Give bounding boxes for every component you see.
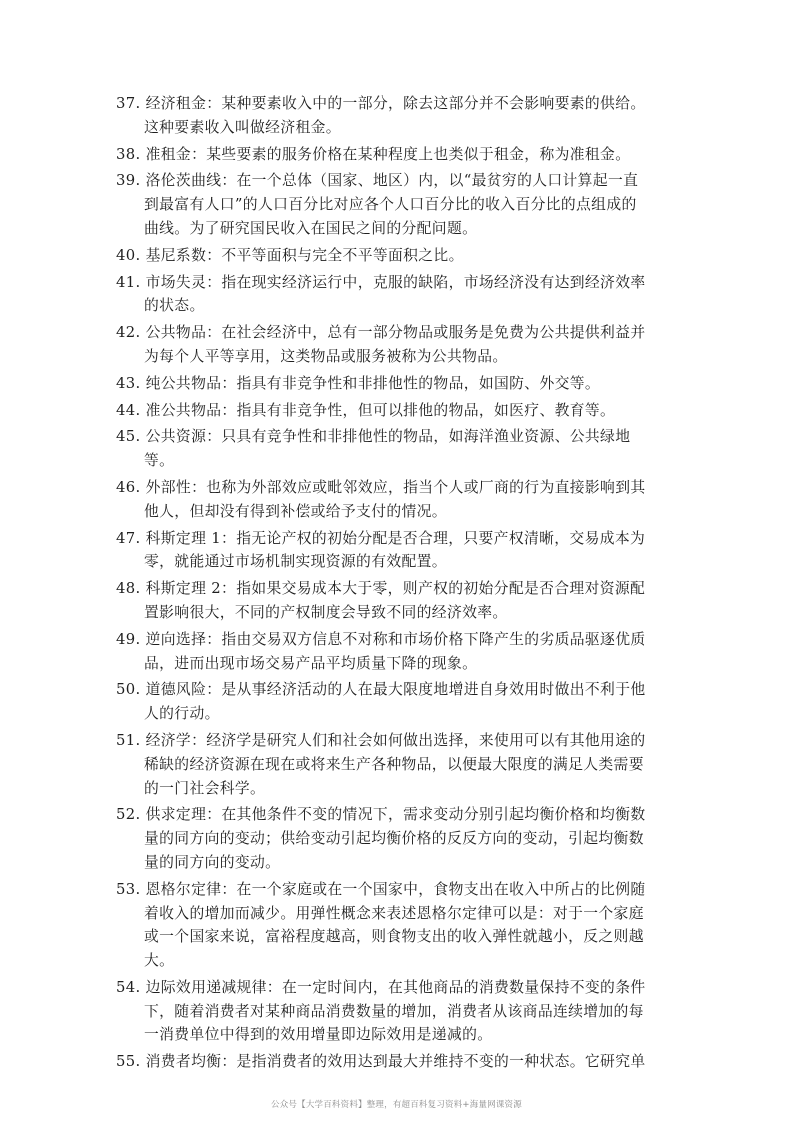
entry-continuation-line: 一消费单位中得到的效用增量即边际效用是递减的。 [144,1026,493,1044]
entry-first-line: 40. 基尼系数：不平等面积与完全不平等面积之比。 [116,246,464,264]
entry-first-line: 46. 外部性：也称为外部效应或毗邻效应，指当个人或厂商的行为直接影响到其 [116,478,646,496]
glossary-entry [116,143,682,167]
entry-first-line: 55. 消费者均衡：是指消费者的效用达到最大并维持不变的一种状态。它研究单 [116,1053,646,1071]
glossary-entry [116,803,682,874]
footer-note: 公众号【大学百科资料】整理，有超百科复习资料+海量网课资源 [271,1100,522,1110]
entry-first-line: 44. 准公共物品：指具有非竞争性，但可以排他的物品，如医疗、教育等。 [116,401,616,419]
entry-continuation-line: 这种要素收入叫做经济租金。 [144,118,341,136]
entry-continuation-line: 为每个人平等享用，这类物品或服务被称为公共物品。 [144,347,508,365]
entry-continuation-line: 量的同方向的变动。 [144,853,281,871]
entry-first-line: 37. 经济租金：某种要素收入中的一部分，除去这部分并不会影响要素的供给。 [116,95,646,112]
glossary-entry [116,372,682,396]
glossary-entry [116,1050,682,1074]
entry-first-line: 41. 市场失灵：指在现实经济运行中，克服的缺陷，市场经济没有达到经济效率 [116,273,646,291]
entry-continuation-line: 人的行动。 [144,705,220,723]
entry-continuation-line: 大。 [144,952,175,970]
entry-first-line: 50. 道德风险：是从事经济活动的人在最大限度地增进自身效用时做出不利于他 [116,681,646,699]
entry-first-line: 43. 纯公共物品：指具有非竞争性和非排他性的物品，如国防、外交等。 [116,374,601,392]
entry-continuation-line: 零，就能通过市场机制实现资源的有效配置。 [144,553,447,571]
glossary-entry [116,976,682,1047]
glossary-entry [116,399,682,423]
glossary-entry [116,476,682,524]
entry-continuation-line: 着收入的增加而减少。用弹性概念来表述恩格尔定律可以是：对于一个家庭 [144,904,644,922]
glossary-entry [116,729,682,800]
glossary-entry [116,577,682,625]
entry-first-line: 53. 恩格尔定律：在一个家庭或在一个国家中，食物支出在收入中所占的比例随 [116,880,646,898]
glossary-entry [116,678,682,726]
entry-continuation-line: 等。 [144,452,175,470]
entry-continuation-line: 置影响很大，不同的产权制度会导致不同的经济效率。 [144,603,508,621]
entry-first-line: 48. 科斯定理 2：指如果交易成本大于零，则产权的初始分配是否合理对资源配 [116,580,646,598]
entry-continuation-line: 他人，但却没有得到补偿或给予支付的情况。 [144,502,447,520]
entry-first-line: 38. 准租金：某些要素的服务价格在某种程度上也类似于租金，称为准租金。 [116,145,631,163]
entry-continuation-line: 的一门社会科学。 [144,779,266,797]
entry-continuation-line: 品，进而出现市场交易产品平均质量下降的现象。 [144,654,478,672]
entry-first-line: 49. 逆向选择：指由交易双方信息不对称和市场价格下降产生的劣质品驱逐优质 [116,630,646,648]
glossary-entry [116,878,682,973]
entry-first-line: 47. 科斯定理 1：指无论产权的初始分配是否合理，只要产权清晰，交易成本为 [116,529,646,547]
entry-continuation-line: 到最富有人口”的人口百分比对应各个人口百分比的收入百分比的点组成的 [144,196,637,214]
entry-continuation-line: 的状态。 [144,297,205,315]
entry-continuation-line: 下，随着消费者对某种商品消费数量的增加，消费者从该商品连续增加的每 [144,1002,644,1020]
glossary-entry [116,271,682,319]
entry-first-line: 51. 经济学：经济学是研究人们和社会如何做出选择，来使用可以有其他用途的 [116,731,646,749]
entry-first-line: 45. 公共资源：只具有竞争性和非排他性的物品，如海洋渔业资源、公共绿地 [116,428,631,446]
glossary-entry [116,527,682,575]
entry-continuation-line: 量的同方向的变动；供给变动引起均衡价格的反反方向的变动，引起均衡数 [144,830,644,848]
entry-first-line: 54. 边际效用递减规律：在一定时间内，在其他商品的消费数量保持不变的条件 [116,978,646,996]
glossary-entry [116,321,682,369]
entry-continuation-line: 稀缺的经济资源在现在或将来生产各种物品，以便最大限度的满足人类需要 [144,755,644,773]
glossary-entry [116,169,682,240]
entry-first-line: 39. 洛伦茨曲线：在一个总体（国家、地区）内，以“最贫穷的人口计算起一直 [116,172,639,190]
glossary-entry [116,425,682,473]
entry-continuation-line: 曲线。为了研究国民收入在国民之间的分配问题。 [144,219,478,237]
entry-first-line: 42. 公共物品：在社会经济中，总有一部分物品或服务是免费为公共提供利益并 [116,324,646,342]
glossary-entry [116,628,682,676]
entry-continuation-line: 或一个国家来说，富裕程度越高，则食物支出的收入弹性就越小，反之则越 [144,928,644,946]
entry-first-line: 52. 供求定理：在其他条件不变的情况下，需求变动分别引起均衡价格和均衡数 [116,806,646,824]
glossary-list [116,92,682,1077]
glossary-entry [116,244,682,268]
glossary-entry [116,92,682,140]
